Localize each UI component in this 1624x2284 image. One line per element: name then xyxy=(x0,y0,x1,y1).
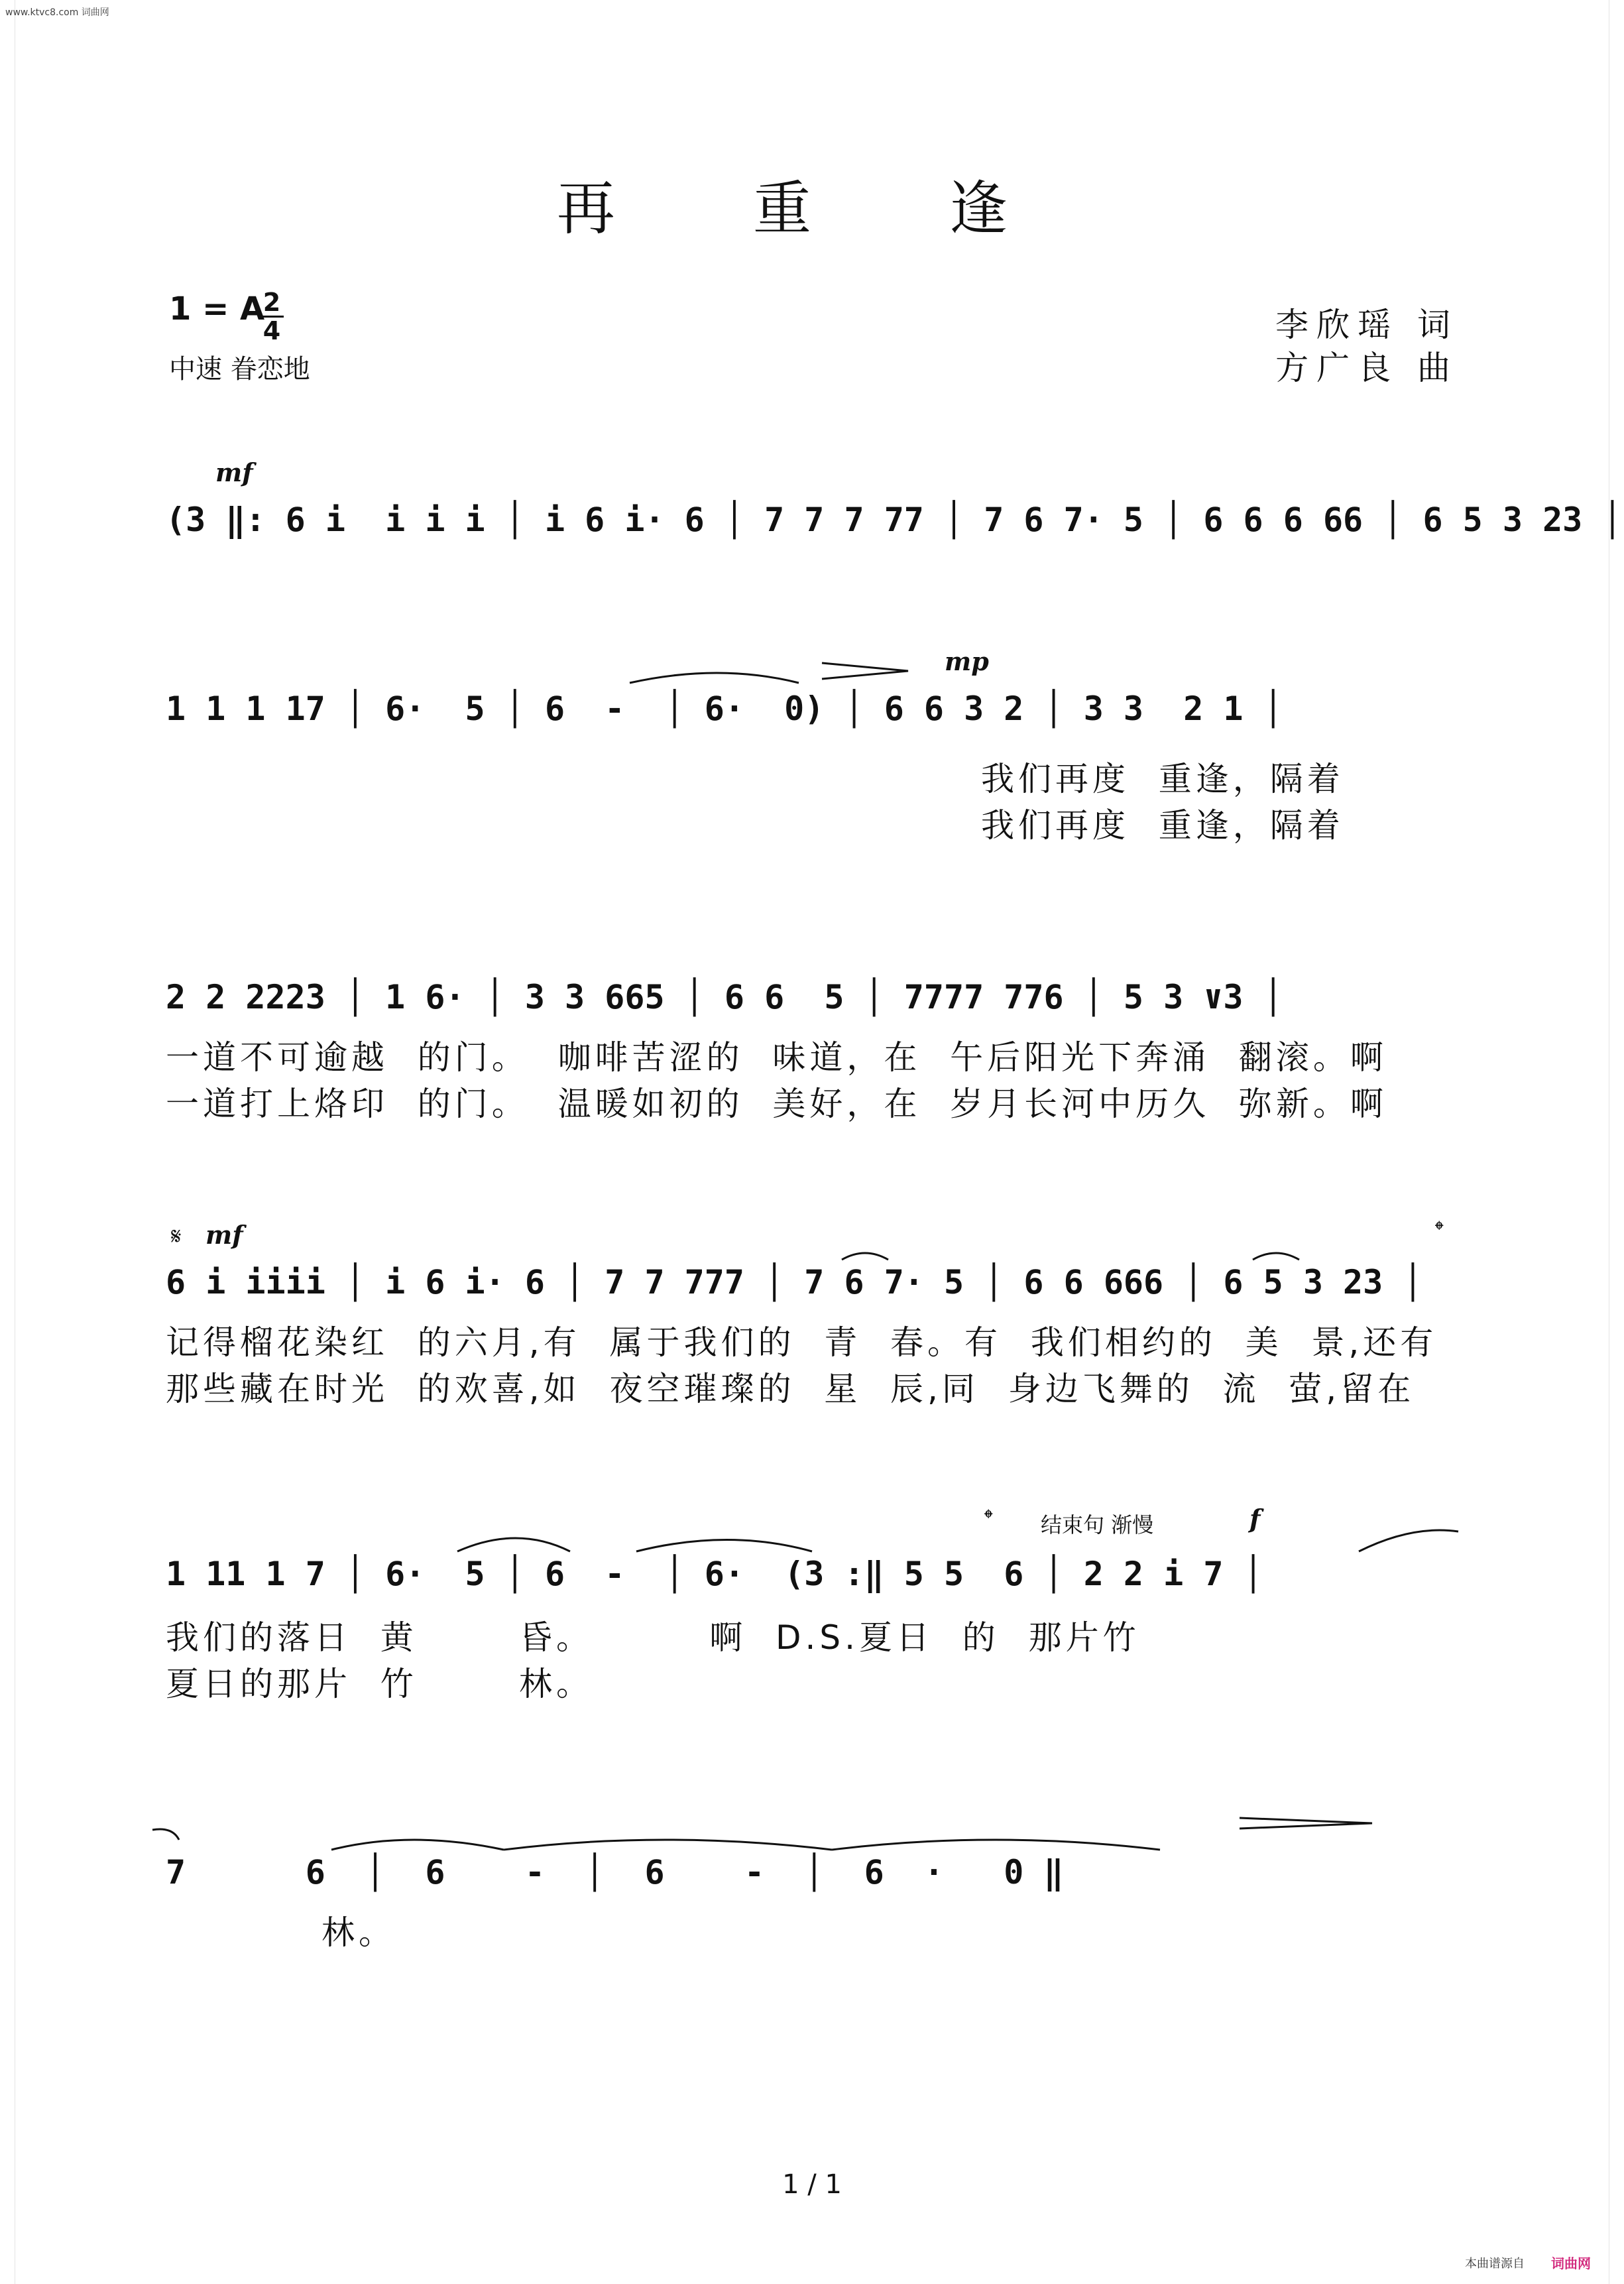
footer-source-text: 本曲谱源自 xyxy=(1465,2257,1525,2271)
slur-6 xyxy=(1359,1530,1458,1551)
lyricist-credit: 李欣瑶 词 xyxy=(1275,306,1458,344)
staff-line-2: 1 1 1 17 │ 6· 5 │ 6 - │ 6· 0) │ 6 6 3 2 │ 3 3 2 1 │ xyxy=(166,690,1283,728)
lyrics-line-3-verse-2: 一道打上烙印 的门。 温暖如初的 美好，在 岁月长河中历久 弥新。啊 xyxy=(166,1085,1387,1123)
tempo-marking: 中速 眷恋地 xyxy=(169,354,310,385)
staff-line-1: (3 ‖: 6 i i i i │ i 6 i· 6 │ 7 7 7 77 │ 7 6 7· 5 │ 6 6 6 66 │ 6 5 3 23 │ xyxy=(166,501,1623,539)
key-signature: 1 = A xyxy=(169,290,265,328)
staff-line-6: 7 6 │ 6 - │ 6 - │ 6 · 0 ‖ xyxy=(166,1853,1064,1892)
slur-3 xyxy=(1253,1253,1299,1260)
site-header: www.ktvc8.com 词曲网 xyxy=(5,7,109,18)
lyrics-line-4-verse-1: 记得榴花染红 的六月,有 属于我们的 青 春。有 我们相约的 美 景,还有 xyxy=(166,1323,1438,1362)
lyrics-line-3-verse-1: 一道不可逾越 的门。 咖啡苦涩的 味道，在 午后阳光下奔涌 翻滚。啊 xyxy=(166,1038,1387,1077)
time-signature-top: 2 xyxy=(262,288,281,317)
staff-line-5: 1 11 1 7 │ 6· 5 │ 6 - │ 6· (3 :‖ 5 5 6 │ 2 2 i 7 │ xyxy=(166,1555,1263,1593)
lyrics-line-6: 林。 xyxy=(321,1913,396,1952)
lyrics-line-5-verse-2: 夏日的那片 竹 林。 xyxy=(166,1665,594,1703)
slur-7 xyxy=(152,1829,179,1840)
slur-8 xyxy=(331,1840,504,1850)
lyrics-line-5-verse-1: 我们的落日 黄 昏。 啊 D.S.夏日 的 那片竹 xyxy=(166,1618,1140,1657)
slur-4 xyxy=(457,1538,570,1551)
slur-10 xyxy=(832,1840,1160,1850)
hairpin-decrescendo-1 xyxy=(822,663,908,679)
footer-site-logo: 词曲网 xyxy=(1551,2255,1591,2271)
ending-note: 结束句 渐慢 xyxy=(1041,1512,1154,1537)
lyrics-line-2-verse-2: 我们再度 重逢，隔着 xyxy=(981,806,1344,845)
dynamic-mp: mp xyxy=(945,646,989,676)
hairpin-decrescendo-2 xyxy=(1240,1818,1372,1829)
page-number: 1 / 1 xyxy=(782,2169,842,2200)
composer-credit: 方广良 曲 xyxy=(1275,349,1458,387)
staff-line-3: 2 2 2223 │ 1 6· │ 3 3 665 │ 6 6 5 │ 7777 776 │ 5 3 ∨3 │ xyxy=(166,978,1283,1016)
slur-5 xyxy=(636,1540,812,1552)
song-title: 再 重 逢 xyxy=(557,174,1067,243)
slur-9 xyxy=(504,1840,832,1850)
lyrics-line-4-verse-2: 那些藏在时光 的欢喜,如 夜空璀璨的 星 辰,同 身边飞舞的 流 萤,留在 xyxy=(166,1370,1415,1408)
time-signature-bottom: 4 xyxy=(262,316,281,345)
lyrics-line-2-verse-1: 我们再度 重逢，隔着 xyxy=(981,760,1344,798)
staff-line-4: 6 i iiii │ i 6 i· 6 │ 7 7 777 │ 7 6 7· 5 │ 6 6 666 │ 6 5 3 23 │ xyxy=(166,1263,1423,1301)
coda-sign: 𝄌 xyxy=(1435,1217,1444,1244)
dynamic-mf: mf xyxy=(215,457,253,487)
dynamic-mf-2: mf xyxy=(205,1220,243,1250)
coda-sign-2: 𝄌 xyxy=(984,1505,993,1532)
slur-1 xyxy=(630,673,799,683)
dynamic-f: f xyxy=(1249,1504,1261,1533)
segno-sign: 𝄋 xyxy=(171,1223,182,1250)
slur-2 xyxy=(842,1253,888,1260)
